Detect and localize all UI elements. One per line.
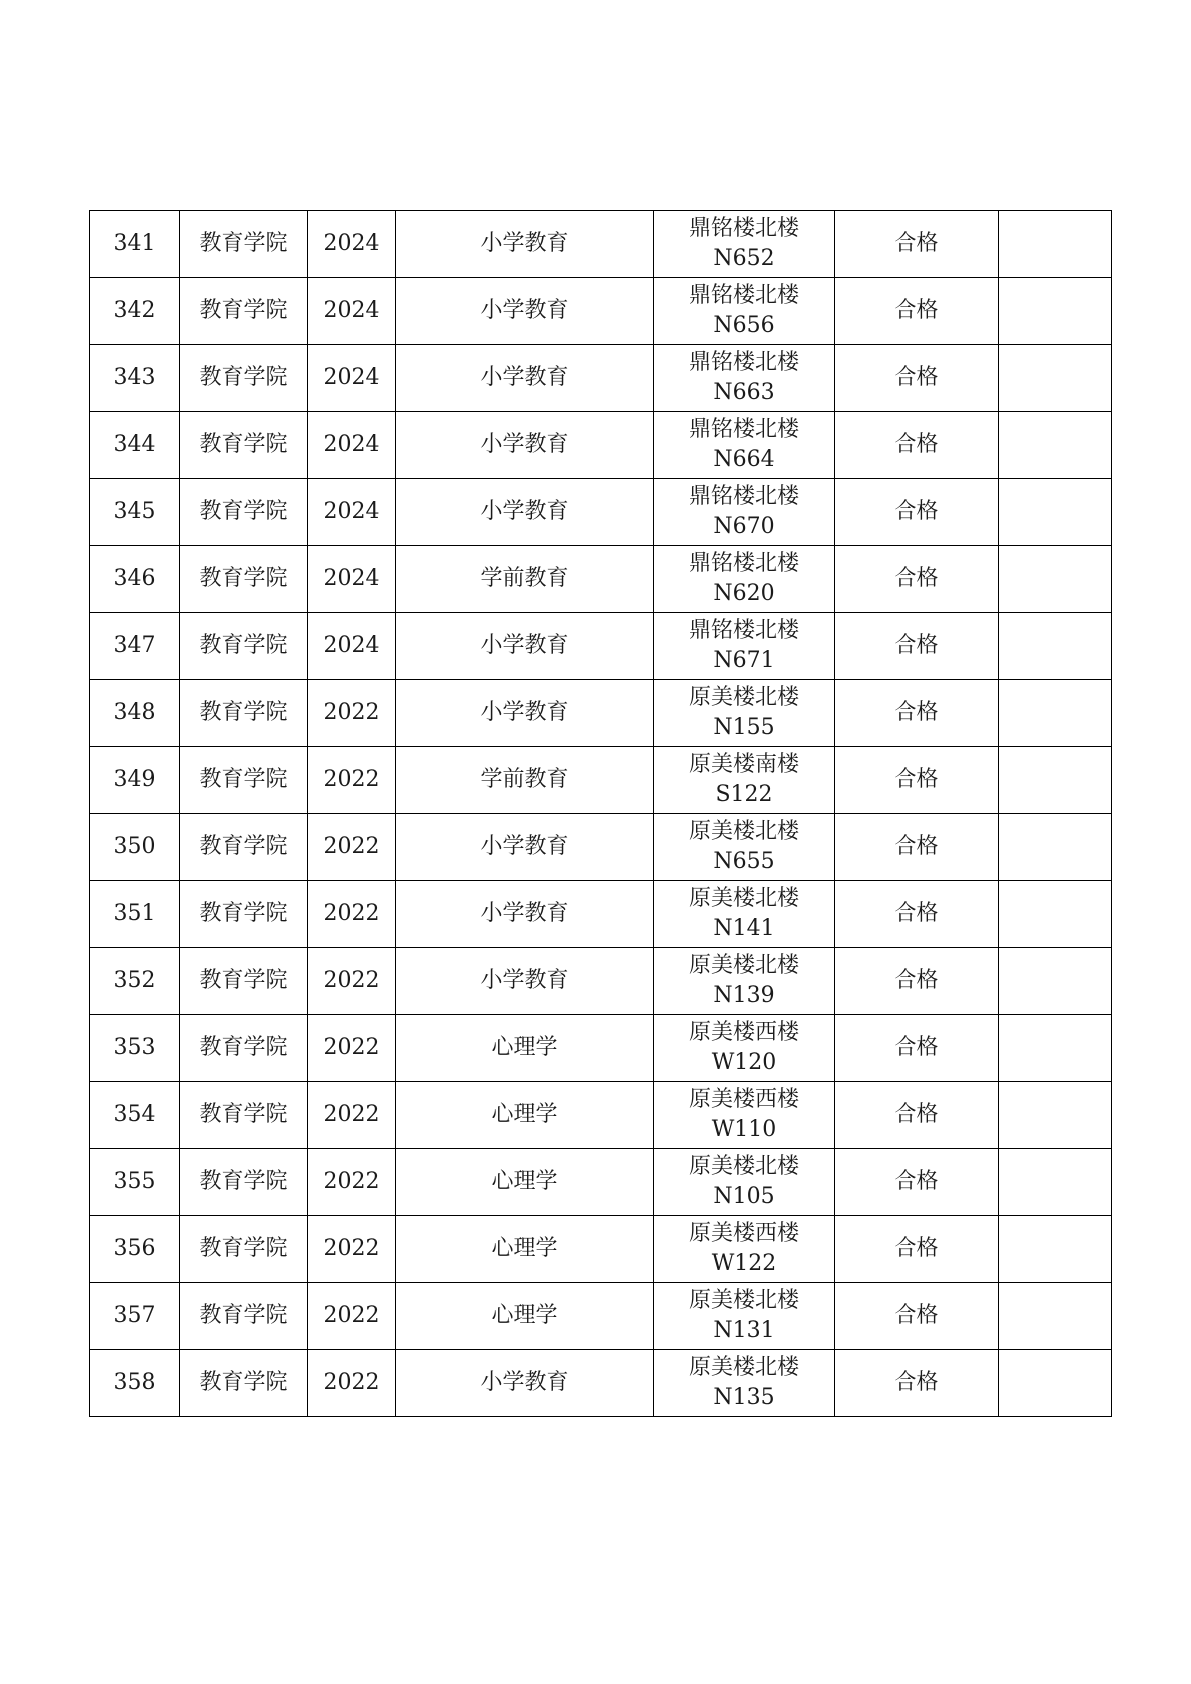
cell-result: 合格 [835,948,999,1015]
table-row [90,1149,1112,1216]
table-row [90,948,1112,1015]
cell-college: 教育学院 [180,814,308,881]
dorm-room-number: N655 [713,849,775,874]
cell-college: 教育学院 [180,613,308,680]
cell-note [999,345,1112,412]
cell-major: 心理学 [396,1015,654,1082]
cell-result: 合格 [835,814,999,881]
cell-number: 346 [90,546,180,613]
dorm-building: 原美楼西楼 [688,1020,799,1045]
table-row [90,479,1112,546]
cell-number: 350 [90,814,180,881]
cell-result: 合格 [835,747,999,814]
cell-number: 355 [90,1149,180,1216]
cell-number: 345 [90,479,180,546]
cell-year: 2024 [308,211,396,278]
cell-major: 小学教育 [396,412,654,479]
cell-result: 合格 [835,546,999,613]
dorm-room-number: N131 [713,1318,775,1343]
dorm-room-number: N139 [713,983,775,1008]
cell-result: 合格 [835,1216,999,1283]
cell-result: 合格 [835,345,999,412]
cell-year: 2024 [308,546,396,613]
cell-number: 358 [90,1350,180,1417]
table-row [90,747,1112,814]
cell-year: 2024 [308,613,396,680]
cell-college: 教育学院 [180,1015,308,1082]
cell-note [999,948,1112,1015]
cell-college: 教育学院 [180,1082,308,1149]
cell-number: 353 [90,1015,180,1082]
cell-note [999,680,1112,747]
cell-year: 2024 [308,412,396,479]
cell-college: 教育学院 [180,747,308,814]
dorm-room-number: N105 [713,1184,775,1209]
dorm-building: 原美楼南楼 [688,752,799,777]
cell-note [999,1149,1112,1216]
cell-dorm-room [654,747,835,814]
cell-number: 342 [90,278,180,345]
cell-year: 2022 [308,1015,396,1082]
cell-note [999,613,1112,680]
table-row [90,278,1112,345]
table-row [90,412,1112,479]
table-row [90,345,1112,412]
table-row [90,1283,1112,1350]
cell-college: 教育学院 [180,412,308,479]
cell-note [999,546,1112,613]
cell-number: 354 [90,1082,180,1149]
dorm-room-number: N670 [713,514,775,539]
cell-major: 小学教育 [396,613,654,680]
cell-result: 合格 [835,412,999,479]
cell-dorm-room [654,1015,835,1082]
cell-college: 教育学院 [180,278,308,345]
cell-dorm-room [654,1283,835,1350]
cell-year: 2024 [308,345,396,412]
cell-college: 教育学院 [180,1216,308,1283]
cell-dorm-room [654,1350,835,1417]
cell-dorm-room [654,613,835,680]
cell-year: 2022 [308,1283,396,1350]
cell-dorm-room [654,345,835,412]
dorm-room-number: N620 [713,581,775,606]
cell-note [999,1216,1112,1283]
table-row [90,881,1112,948]
cell-note [999,1082,1112,1149]
dorm-building: 鼎铭楼北楼 [688,417,799,442]
cell-major: 小学教育 [396,1350,654,1417]
cell-result: 合格 [835,479,999,546]
table-row [90,546,1112,613]
dorm-room-number: N656 [713,313,775,338]
cell-dorm-room [654,278,835,345]
cell-note [999,1015,1112,1082]
cell-year: 2022 [308,814,396,881]
cell-major: 学前教育 [396,546,654,613]
cell-number: 356 [90,1216,180,1283]
table-body [90,211,1112,1417]
dorm-room-number: N135 [713,1385,775,1410]
dorm-building: 鼎铭楼北楼 [688,618,799,643]
cell-note [999,881,1112,948]
cell-result: 合格 [835,1082,999,1149]
cell-college: 教育学院 [180,1350,308,1417]
cell-year: 2022 [308,680,396,747]
cell-dorm-room [654,1216,835,1283]
cell-year: 2024 [308,479,396,546]
cell-college: 教育学院 [180,546,308,613]
cell-college: 教育学院 [180,1149,308,1216]
cell-result: 合格 [835,1350,999,1417]
cell-number: 357 [90,1283,180,1350]
cell-college: 教育学院 [180,479,308,546]
cell-major: 心理学 [396,1283,654,1350]
cell-note [999,814,1112,881]
cell-number: 351 [90,881,180,948]
dorm-room-number: W120 [711,1050,777,1075]
cell-result: 合格 [835,613,999,680]
cell-year: 2022 [308,1082,396,1149]
cell-major: 学前教育 [396,747,654,814]
dorm-building: 原美楼北楼 [688,886,799,911]
table-row [90,211,1112,278]
cell-number: 343 [90,345,180,412]
cell-dorm-room [654,211,835,278]
cell-year: 2022 [308,747,396,814]
cell-note [999,747,1112,814]
dorm-room-number: N664 [713,447,775,472]
cell-dorm-room [654,412,835,479]
dorm-room-number: N141 [713,916,775,941]
cell-year: 2022 [308,1216,396,1283]
dorm-building: 原美楼北楼 [688,1154,799,1179]
table-row [90,814,1112,881]
cell-number: 352 [90,948,180,1015]
dorm-building: 鼎铭楼北楼 [688,216,799,241]
cell-year: 2022 [308,881,396,948]
cell-result: 合格 [835,881,999,948]
dorm-building: 原美楼北楼 [688,819,799,844]
cell-number: 347 [90,613,180,680]
cell-major: 心理学 [396,1216,654,1283]
cell-major: 小学教育 [396,211,654,278]
dorm-room-number: N671 [713,648,775,673]
cell-year: 2022 [308,1350,396,1417]
cell-number: 349 [90,747,180,814]
cell-result: 合格 [835,1283,999,1350]
cell-number: 348 [90,680,180,747]
dorm-building: 鼎铭楼北楼 [688,484,799,509]
cell-note [999,1350,1112,1417]
dorm-building: 原美楼北楼 [688,1288,799,1313]
cell-note [999,211,1112,278]
cell-dorm-room [654,881,835,948]
dorm-inspection-table [89,210,1112,1417]
cell-result: 合格 [835,211,999,278]
dorm-room-number: N155 [713,715,775,740]
cell-college: 教育学院 [180,345,308,412]
dorm-building: 原美楼北楼 [688,953,799,978]
cell-result: 合格 [835,680,999,747]
cell-year: 2022 [308,1149,396,1216]
dorm-building: 原美楼北楼 [688,685,799,710]
cell-dorm-room [654,680,835,747]
dorm-room-number: W122 [711,1251,777,1276]
cell-major: 小学教育 [396,948,654,1015]
cell-college: 教育学院 [180,948,308,1015]
cell-year: 2022 [308,948,396,1015]
cell-college: 教育学院 [180,1283,308,1350]
dorm-building: 原美楼北楼 [688,1355,799,1380]
cell-note [999,412,1112,479]
table-row [90,1082,1112,1149]
cell-number: 344 [90,412,180,479]
dorm-room-number: N663 [713,380,775,405]
dorm-room-number: N652 [713,246,775,271]
cell-result: 合格 [835,1015,999,1082]
cell-note [999,278,1112,345]
dorm-building: 原美楼西楼 [688,1087,799,1112]
cell-dorm-room [654,479,835,546]
cell-major: 小学教育 [396,278,654,345]
cell-major: 小学教育 [396,345,654,412]
cell-dorm-room [654,1082,835,1149]
cell-dorm-room [654,948,835,1015]
table-row [90,1015,1112,1082]
cell-result: 合格 [835,278,999,345]
cell-major: 心理学 [396,1082,654,1149]
cell-college: 教育学院 [180,680,308,747]
cell-number: 341 [90,211,180,278]
dorm-room-number: S122 [715,782,773,807]
cell-dorm-room [654,1149,835,1216]
dorm-room-number: W110 [711,1117,777,1142]
cell-major: 小学教育 [396,479,654,546]
cell-college: 教育学院 [180,881,308,948]
dorm-building: 原美楼西楼 [688,1221,799,1246]
cell-note [999,479,1112,546]
cell-college: 教育学院 [180,211,308,278]
cell-note [999,1283,1112,1350]
table-row [90,680,1112,747]
cell-major: 小学教育 [396,881,654,948]
dorm-building: 鼎铭楼北楼 [688,551,799,576]
cell-result: 合格 [835,1149,999,1216]
cell-major: 小学教育 [396,680,654,747]
cell-major: 小学教育 [396,814,654,881]
cell-major: 心理学 [396,1149,654,1216]
table-row [90,1216,1112,1283]
dorm-building: 鼎铭楼北楼 [688,350,799,375]
cell-dorm-room [654,814,835,881]
cell-year: 2024 [308,278,396,345]
dorm-building: 鼎铭楼北楼 [688,283,799,308]
cell-dorm-room [654,546,835,613]
table-row [90,1350,1112,1417]
table-row [90,613,1112,680]
